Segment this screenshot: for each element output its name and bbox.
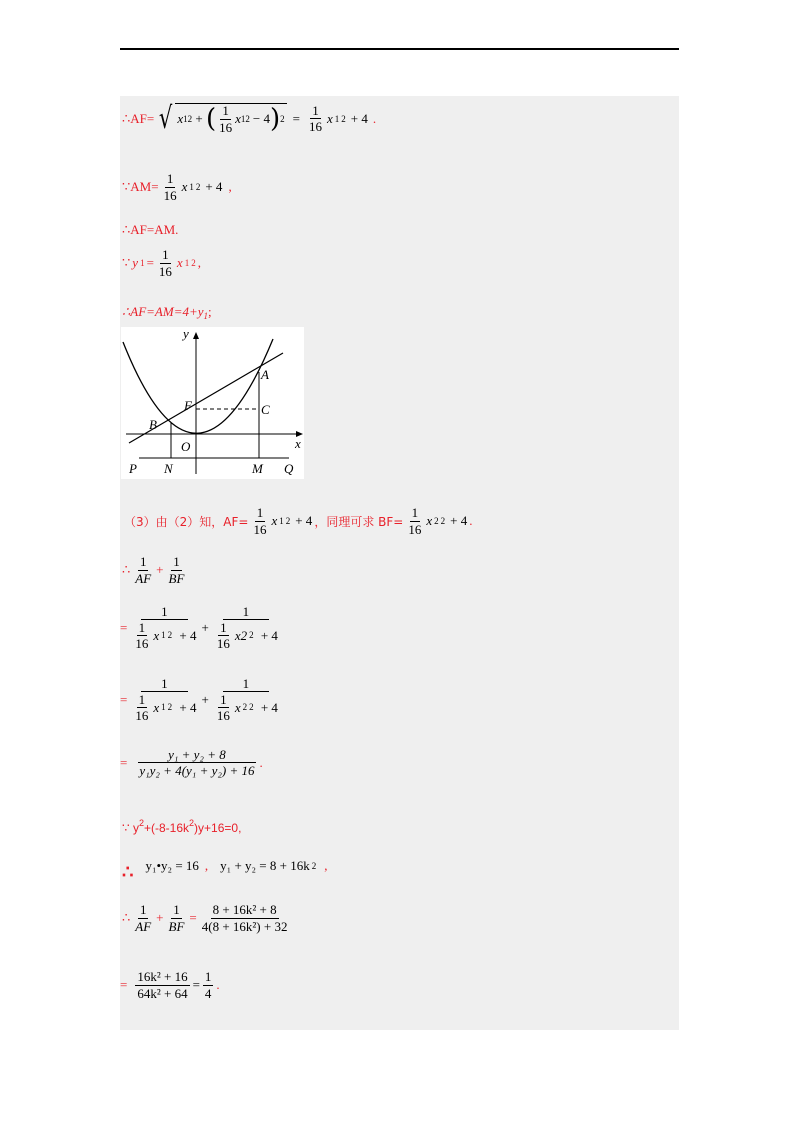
line-part3: （3）由（2）知，AF= $\frac{1}{16}$ x 1 2 + 4 ，同理可求 BF= $\frac{1}{16}$ x 2 2 + 4 . (124, 505, 473, 537)
line-am: ∵AM= $\frac{1}{16}$ x 1 2 + 4 , (122, 171, 232, 203)
label-b: B (149, 417, 157, 432)
parabola-figure (121, 327, 304, 479)
af-prefix: ∴AF= (122, 110, 155, 126)
line-y1: ∵ y 1 = $\frac{1}{16}$ x 1 2 , (122, 247, 201, 279)
header-rule (120, 48, 679, 50)
sqrt-body: x 1 2 + ( $\frac{1}{16}$ x 1 2 − 4 ) 2 (177, 103, 285, 135)
frac-y1: $\frac{1}{16}$ (158, 247, 172, 279)
line-result: = $\frac{\text{16k² + 16}}{\text{64k² + 64}}$ = $\frac{1}{4}$ . (120, 969, 220, 1001)
am-prefix: ∵AM= (122, 179, 159, 195)
line-step-2: = 1 $\frac{1}{16}$ x 1 2 + 4 + 1 $\frac{1}{16}$ x 2 2 + 4 (120, 676, 278, 724)
line-step-1: = 1 $\frac{1}{16}$ x 1 2 + 4 + 1 $\frac{1}{16}$ x2 2 + 4 (120, 604, 278, 652)
sqrt-sign: √ (159, 100, 173, 136)
parabola-curve (123, 339, 273, 433)
x-var: x (177, 111, 184, 127)
label-a: A (261, 367, 269, 382)
frac-1-16-b: $\frac{1}{16}$ (309, 102, 323, 135)
figure-svg (121, 327, 304, 479)
label-o: O (181, 439, 191, 454)
line-substitute: ∴ $\frac{1}{AF}$ + $\frac{1}{BF}$ = $\frac{\text{8 + 16k² + 8}}{\text{4(8 + 16k²) + 32}}$ (122, 902, 288, 934)
label-f: F (184, 398, 192, 413)
label-x: x (295, 436, 301, 451)
label-q: Q (284, 461, 294, 476)
line-sum-reciprocal: ∴ $\frac{1}{AF}$ + $\frac{1}{BF}$ (122, 554, 185, 586)
y-axis-arrow (193, 332, 199, 339)
label-c: C (261, 402, 270, 417)
frac-am: $\frac{1}{16}$ (163, 171, 177, 203)
line-step-3: = $\frac{\text{y₁ + y₂ + 8}}{\text{y₁y₂ + 4(y₁ + y₂) + 16}}$ . (120, 747, 263, 778)
line-vieta: ∴ y₁•y₂ = 16 , y₁ + y₂ = 8 + 16k 2 , (122, 857, 328, 882)
label-n: N (164, 461, 173, 476)
line-af-am-4-y1: $\therefore AF=AM=4+y_1$; (122, 304, 212, 321)
line-af-sqrt: ∴AF= √ x 1 2 + ( $\frac{1}{16}$ x 1 2 − 4 ) 2 = $\frac{1}{16}$ x 1 2 + 4 . (122, 100, 377, 136)
line-af-eq-am: ∴AF=AM. (122, 222, 179, 237)
frac-1-16: $\frac{1}{16}$ (219, 103, 233, 135)
solution-panel (120, 96, 679, 1030)
label-p: P (129, 461, 137, 476)
x-sup: 2 (187, 114, 193, 125)
line-quadratic: ∵ $y^2+(-8-16k^2)y+16=0$, (122, 818, 242, 835)
x-sub: 1 (183, 114, 188, 125)
label-y: y (183, 327, 189, 341)
label-m: M (252, 461, 263, 476)
